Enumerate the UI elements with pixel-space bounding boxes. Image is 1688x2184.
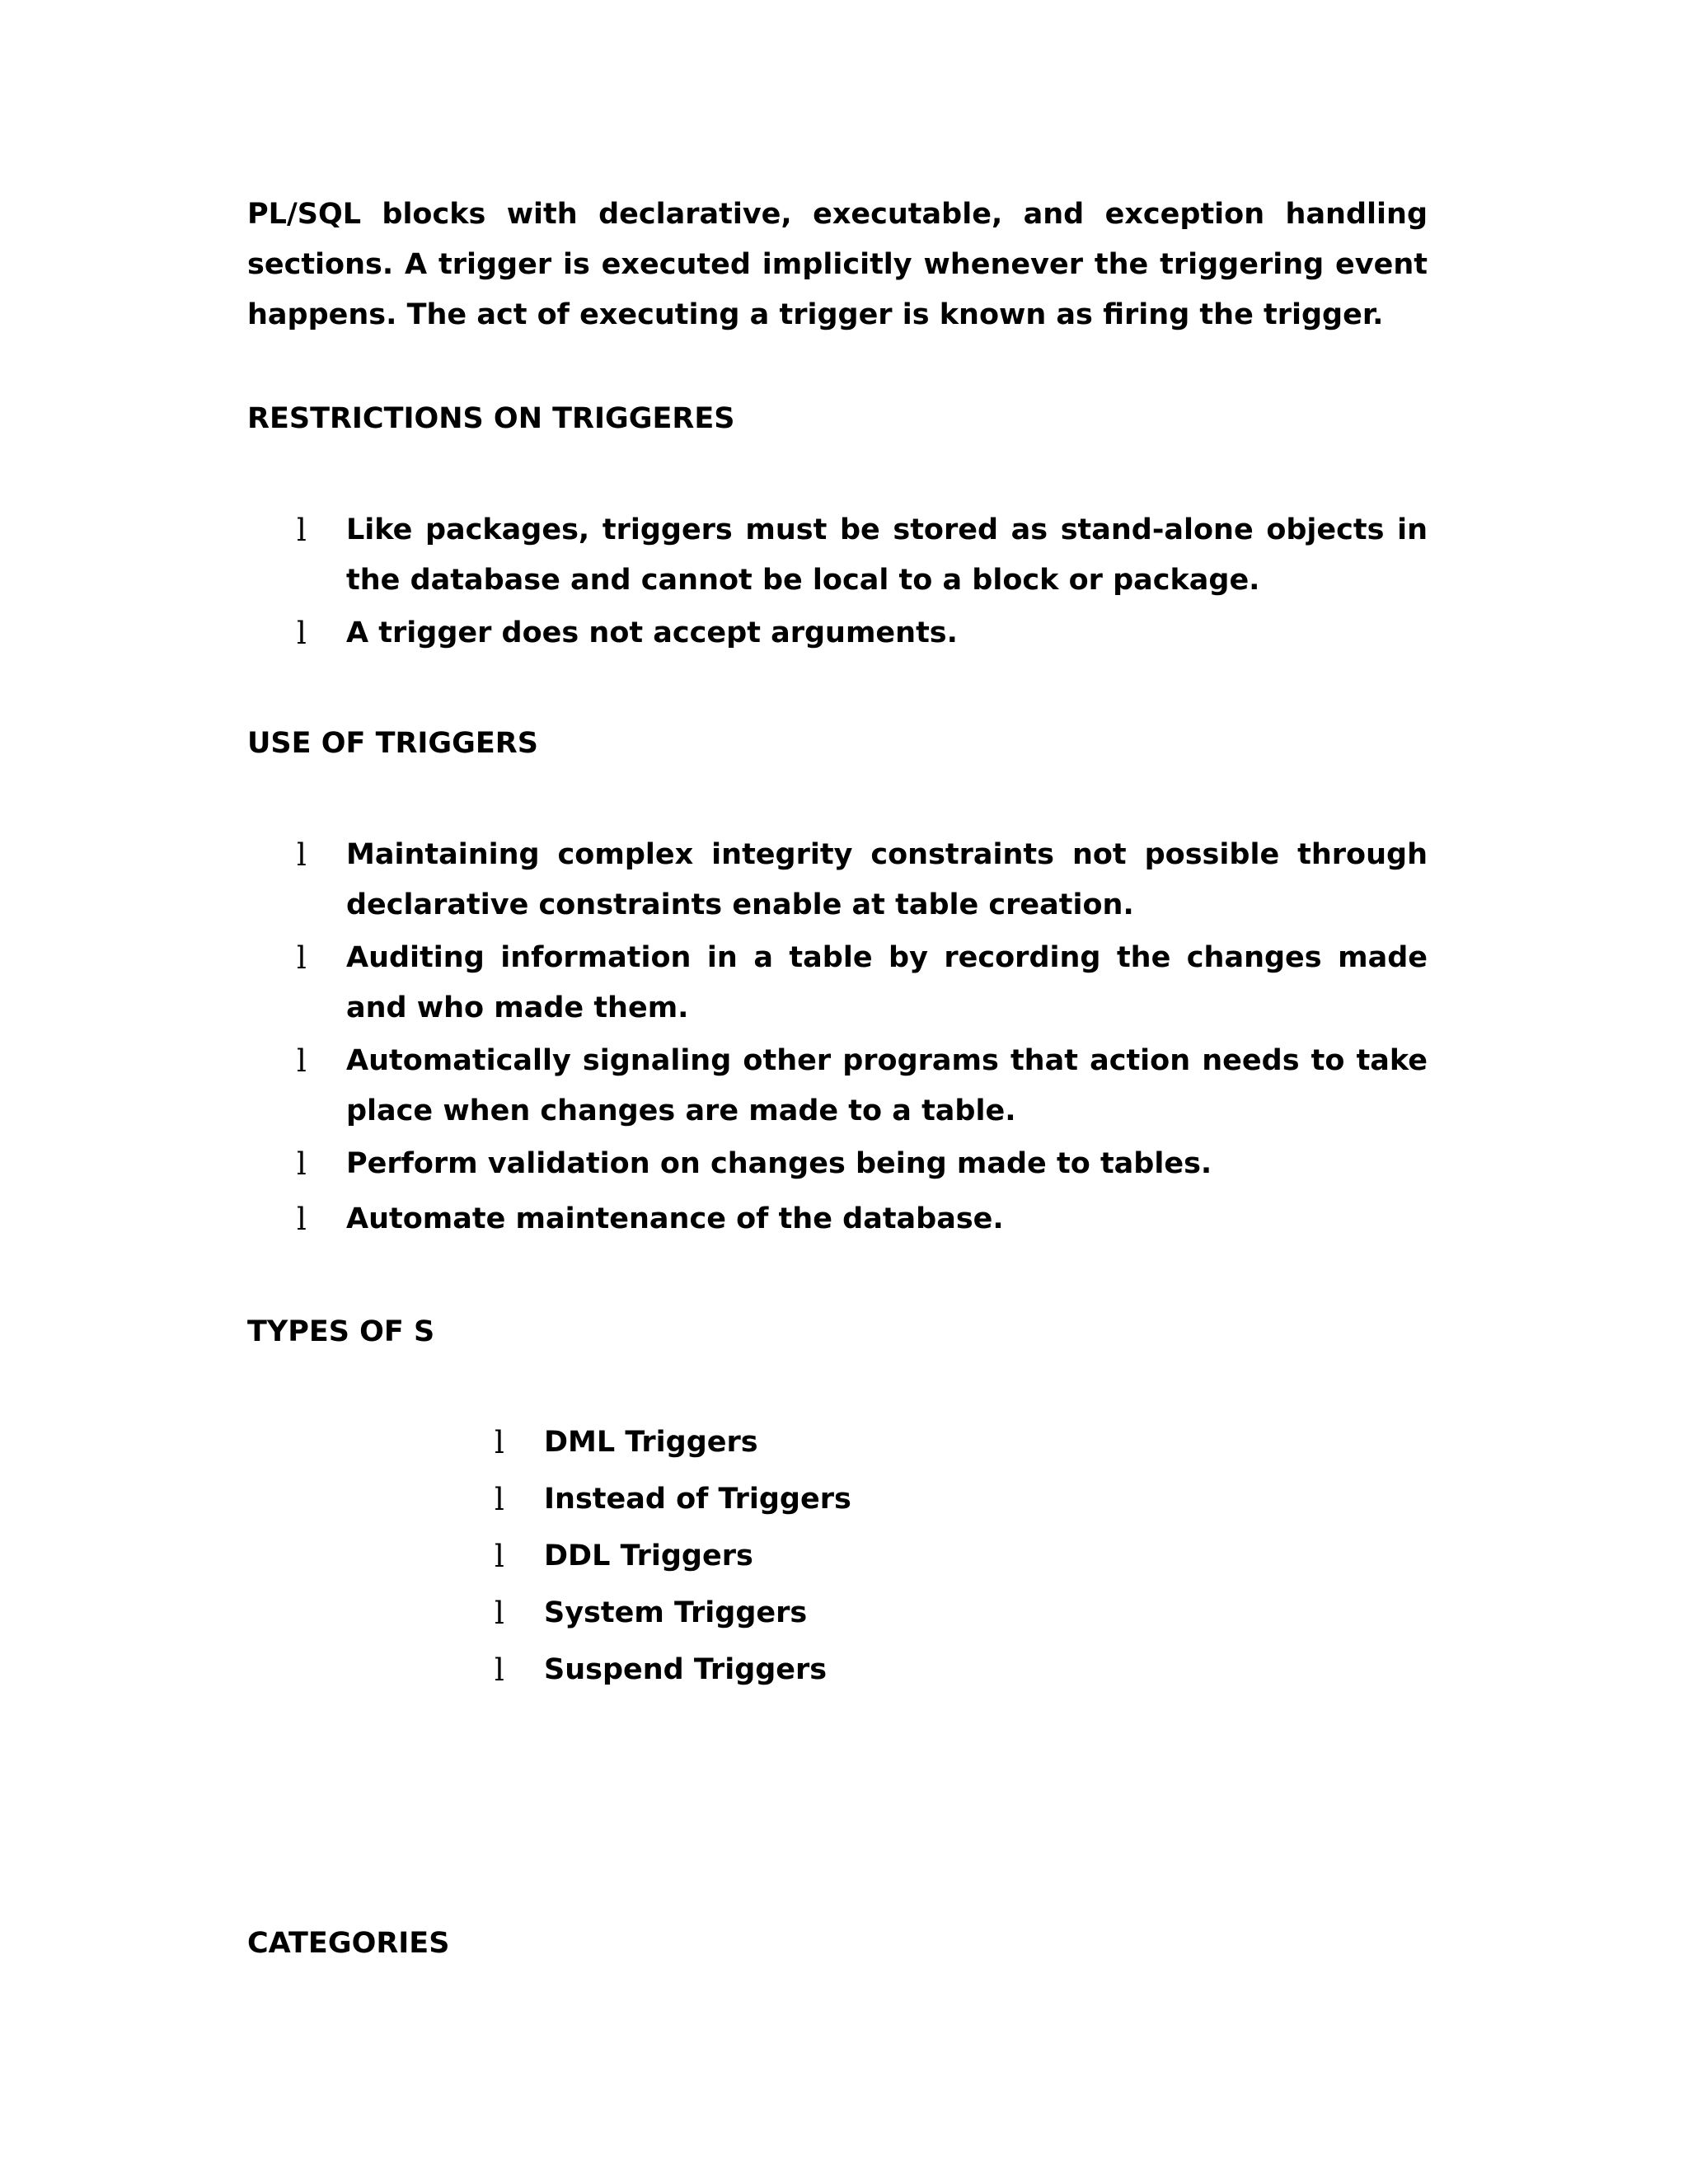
types-heading: TYPES OF S [247,1315,435,1348]
uses-list [297,830,1428,1247]
bullet-marker: l [495,1425,504,1460]
list-item [495,1474,1071,1525]
bullet-marker: l [297,616,307,651]
list-item [297,505,1428,606]
list-item-text: Automate maintenance of the database. [346,1202,1004,1235]
list-item-text: Perform validation on changes being made to tables. [346,1147,1212,1180]
list-item [297,608,1428,658]
list-item [297,933,1428,1033]
list-item-text: Instead of Triggers [544,1483,851,1516]
bullet-marker: l [297,1146,307,1182]
bullet-marker: l [297,1043,307,1079]
list-item [495,1531,1071,1582]
list-item-text: Like packages, triggers must be stored as stand-alone objects in the database and cannot be local to a block or package. [346,513,1428,597]
bullet-marker: l [297,1202,307,1237]
list-item-text: Automatically signaling other programs that action needs to take place when changes are made to a table. [346,1044,1428,1127]
list-item-text: A trigger does not accept arguments. [346,616,958,649]
list-item [297,1139,1428,1189]
bullet-marker: l [495,1652,504,1688]
intro-paragraph: PL/SQL blocks with declarative, executable, and exception handling sections. A trigger is executed implicitly whenever the triggering event happens. The act of executing a trigger is known as firing the trigger. [247,198,1428,331]
list-item-text: Auditing information in a table by recording the changes made and who made them. [346,941,1428,1024]
list-item-text: Suspend Triggers [544,1653,828,1686]
list-item-text: DML Triggers [544,1426,758,1459]
bullet-marker: l [297,837,307,873]
restrictions-heading: RESTRICTIONS ON TRIGGERES [247,402,735,435]
bullet-marker: l [297,513,307,548]
list-item-text: Maintaining complex integrity constraints not possible through declarative constraints enable at table creation. [346,838,1428,921]
list-item-text: DDL Triggers [544,1540,753,1572]
categories-heading: CATEGORIES [247,1927,450,1960]
list-item [297,830,1428,930]
bullet-marker: l [297,940,307,976]
restrictions-list [297,505,1428,661]
list-item [297,1194,1428,1244]
types-list [495,1418,1071,1702]
list-item-text: System Triggers [544,1596,808,1629]
list-item [495,1645,1071,1695]
uses-heading: USE OF TRIGGERS [247,727,538,760]
bullet-marker: l [495,1596,504,1631]
list-item [297,1036,1428,1137]
list-item [495,1588,1071,1638]
list-item [495,1418,1071,1468]
bullet-marker: l [495,1539,504,1574]
bullet-marker: l [495,1482,504,1517]
